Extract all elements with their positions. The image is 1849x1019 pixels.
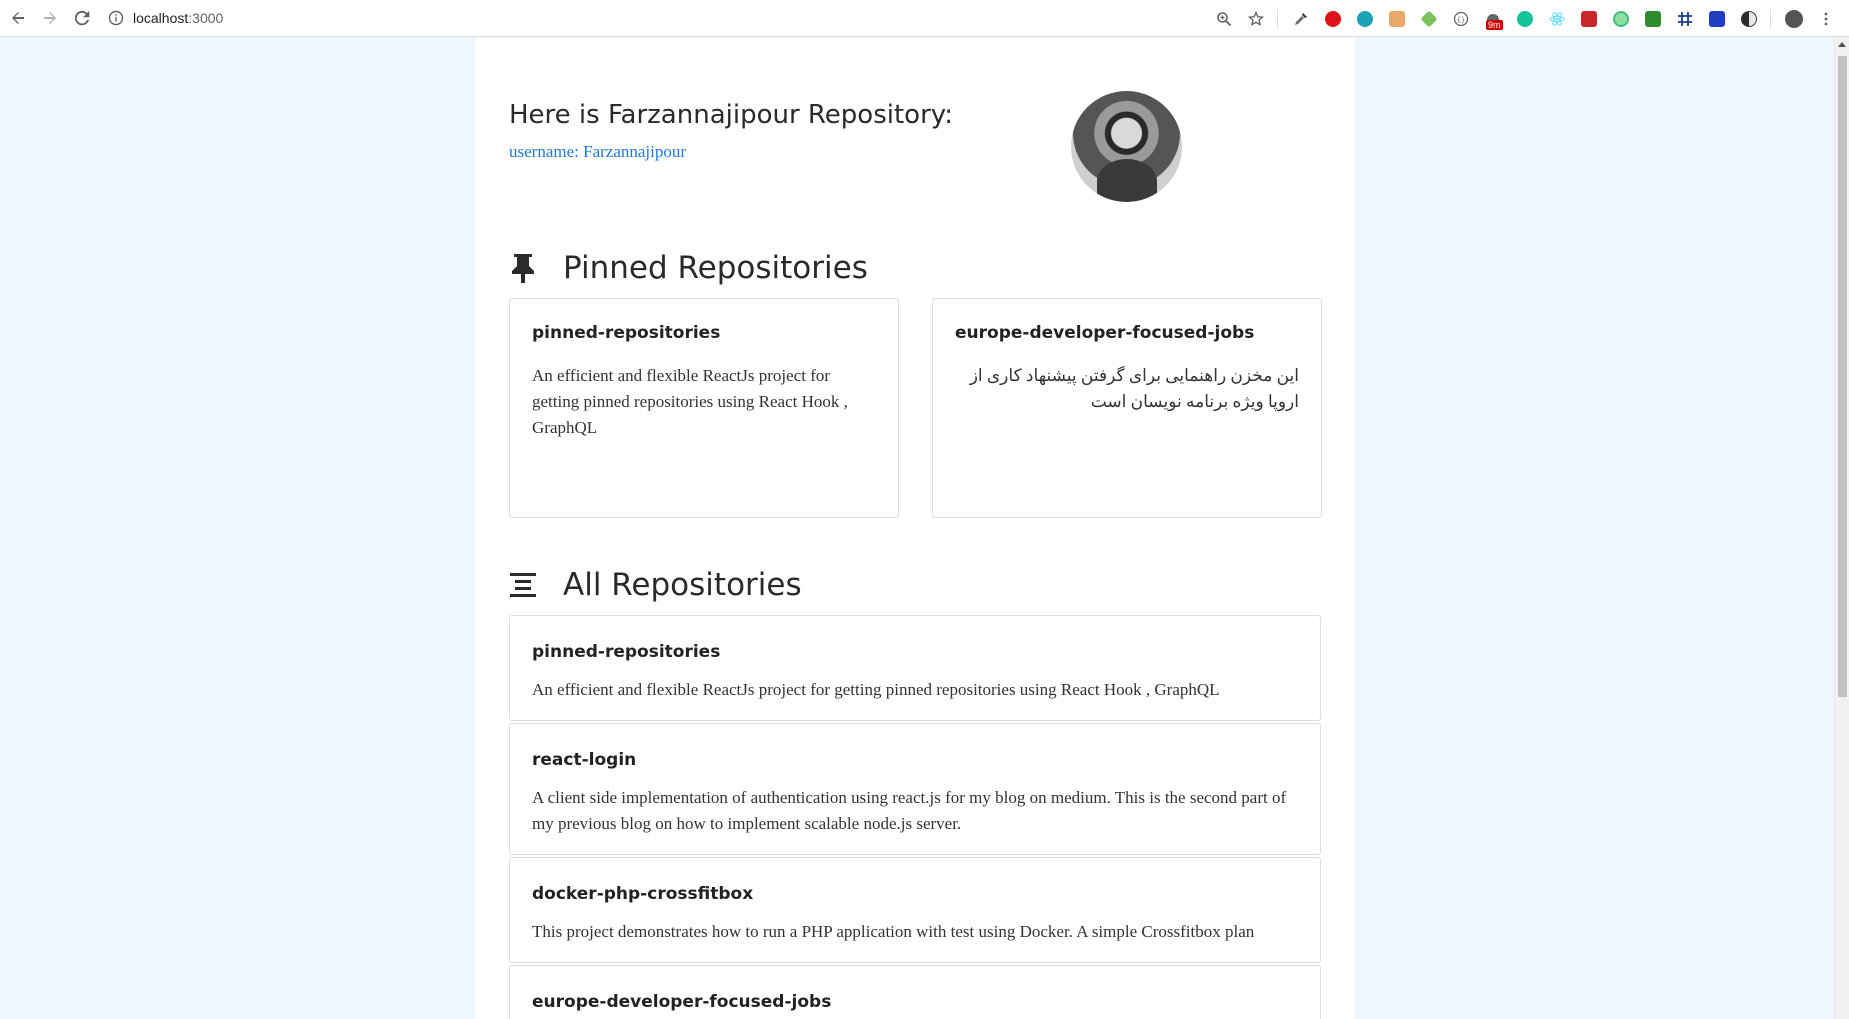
align-center-icon [509,569,537,601]
repository-row[interactable] [509,615,1321,721]
url-port: :3000 [188,10,224,26]
css-icon [1645,11,1661,27]
page-scrollbar[interactable] [1834,37,1849,1019]
red-image-extension[interactable] [1580,10,1598,28]
repository-name[interactable]: pinned-repositories [532,642,721,662]
eyedropper-extension[interactable] [1292,10,1310,28]
pinned-card-description: An efficient and flexible ReactJs project for getting pinned repositories using React Hook , GraphQL [532,366,848,437]
forward-arrow-icon [42,10,58,26]
dark-mode-icon [1741,11,1757,27]
red-image-icon [1581,11,1597,27]
pinned-card-description: این مخزن راهنمایی برای گرفتن پیشنهاد کاری از اروپا ویژه برنامه نویسان است [969,366,1299,411]
profile-avatar [1071,91,1182,202]
forward-button[interactable] [34,2,66,34]
grid-extension[interactable] [1676,10,1694,28]
back-button[interactable] [2,2,34,34]
m-circle-icon [1357,11,1373,27]
repository-name[interactable]: europe-developer-focused-jobs [532,992,832,1012]
url-text[interactable] [133,10,223,26]
face-icon [1389,11,1405,27]
reload-button[interactable] [66,2,98,34]
pinned-card[interactable] [509,298,899,518]
svg-text:{}: {} [1456,15,1466,24]
repository-description: A client side implementation of authentication using react.js for my blog on medium. This is the second part of my previous blog on how to implement scalable node.js server. [532,788,1287,833]
react-icon [1549,11,1565,27]
all-section-header [509,567,802,603]
css-extension[interactable] [1644,10,1662,28]
repository-name[interactable]: react-login [532,750,637,770]
grammarly-icon [1517,11,1533,27]
scroll-up-arrow[interactable] [1838,42,1846,47]
star-icon [1248,11,1264,27]
repository-description: An efficient and flexible ReactJs project for getting pinned repositories using React Hook , GraphQL [532,680,1220,699]
repository-list [509,615,1321,1019]
main-content [475,38,1355,1019]
profile-title: Here is Farzannajipour Repository: [509,100,954,130]
scroll-thumb[interactable] [1838,56,1847,697]
bookmark-button[interactable] [1247,10,1265,28]
all-section-title: All Repositories [563,567,802,603]
pin-icon [509,252,537,284]
green-circle-extension[interactable] [1612,10,1630,28]
braces-circle-icon [1453,11,1469,27]
repository-description: This project demonstrates how to run a PHP application with test using Docker. A simple Crossfitbox plan [532,922,1255,941]
repository-row[interactable] [509,965,1321,1019]
menu-button[interactable] [1817,10,1835,28]
reload-icon [74,10,90,26]
eyedropper-icon [1293,11,1309,27]
braces-extension[interactable] [1452,10,1470,28]
dark-mode-extension[interactable] [1740,10,1758,28]
repository-row[interactable] [509,723,1321,855]
grammarly-extension[interactable] [1516,10,1534,28]
react-devtools-extension[interactable] [1548,10,1566,28]
blue-extension[interactable] [1708,10,1726,28]
pinned-card-name[interactable]: europe-developer-focused-jobs [955,323,1255,343]
info-icon[interactable] [108,10,124,26]
pinned-card[interactable] [932,298,1322,518]
m-extension[interactable] [1356,10,1374,28]
timer-extension[interactable] [1484,10,1502,28]
grid-hash-icon [1677,11,1693,27]
toolbar-separator [1277,9,1278,29]
username-link[interactable]: username: Farzannajipour [509,142,687,161]
repository-name[interactable]: docker-php-crossfitbox [532,884,754,904]
profile-button[interactable] [1785,10,1803,28]
timer-badge: 9m [1488,19,1501,30]
zoom-icon [1216,11,1232,27]
repository-row[interactable] [509,857,1321,963]
browser-toolbar [0,0,1849,37]
face-extension[interactable] [1388,10,1406,28]
green-ring-icon [1613,11,1629,27]
node-extension[interactable] [1420,10,1438,28]
toolbar-actions [1201,0,1835,37]
back-arrow-icon [10,10,26,26]
kebab-menu-icon [1818,11,1834,27]
node-hexagon-icon [1421,10,1438,27]
pinned-section-header [509,250,868,286]
blue-square-icon [1709,11,1725,27]
pinned-card-name[interactable]: pinned-repositories [532,323,721,343]
address-bar[interactable] [108,3,223,33]
url-host: localhost [133,10,189,26]
profile-avatar-icon [1785,10,1803,28]
zoom-button[interactable] [1215,10,1233,28]
adblock-extension[interactable] [1324,10,1342,28]
pinned-section-title: Pinned Repositories [563,250,868,286]
stop-sign-icon [1325,11,1341,27]
toolbar-separator-2 [1770,9,1771,29]
